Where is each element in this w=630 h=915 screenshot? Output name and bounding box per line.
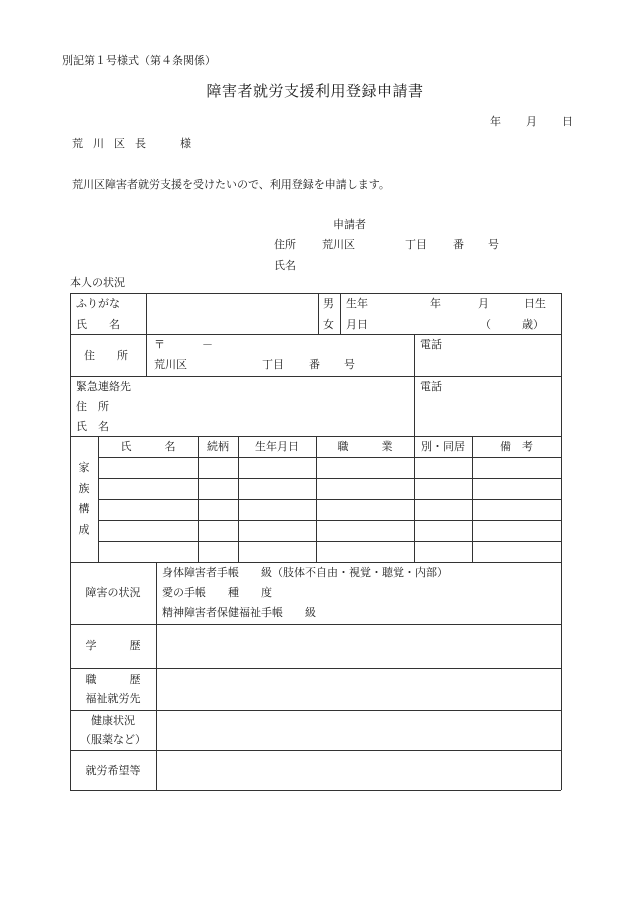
addressee-honorific: 様 xyxy=(180,137,191,150)
education-label: 学 歴 xyxy=(85,639,141,652)
dob-year-label: 年 xyxy=(430,297,441,310)
medication-label: （服薬など） xyxy=(80,733,146,746)
health-label: 健康状況 xyxy=(91,714,135,727)
dob-month-label: 月 xyxy=(478,297,489,310)
family-header-occupation: 職 業 xyxy=(337,440,393,453)
dob-label-2: 月日 xyxy=(346,318,368,331)
sex-male-label: 男 xyxy=(323,297,334,310)
disability-line-mental: 精神障害者保健福祉手帳 級 xyxy=(162,606,316,619)
postal-mark: 〒 xyxy=(154,338,165,351)
dob-label-1: 生年 xyxy=(346,297,368,310)
postal-dash: － xyxy=(202,338,213,351)
applicant-address-label: 住所 xyxy=(274,238,296,251)
application-statement: 荒川区障害者就労支援を受けたいので、利用登録を申請します。 xyxy=(72,178,390,191)
family-label: 家族構成 xyxy=(78,461,90,536)
family-header-dob: 生年月日 xyxy=(255,440,299,453)
date-day-label: 日 xyxy=(562,115,573,128)
date-month-label: 月 xyxy=(526,115,537,128)
emergency-phone-label: 電話 xyxy=(420,380,442,393)
emergency-name-label: 氏 名 xyxy=(76,420,109,433)
address-phone-label: 電話 xyxy=(420,338,442,351)
emergency-contact-label: 緊急連絡先 xyxy=(76,380,131,393)
name-label: 氏 名 xyxy=(76,318,120,331)
form-number: 別記第１号様式（第４条関係） xyxy=(62,54,216,67)
work-history-label: 職 歴 xyxy=(85,673,141,686)
disability-line-physical: 身体障害者手帳 級（肢体不自由・視覚・聴覚・内部） xyxy=(162,566,448,579)
dob-born-label: 日生 xyxy=(524,297,546,310)
address-go: 号 xyxy=(344,358,355,371)
applicant-name-label: 氏名 xyxy=(274,259,296,272)
applicant-chome: 丁目 xyxy=(405,238,427,251)
furigana-label: ふりがな xyxy=(76,297,120,310)
sex-female-label: 女 xyxy=(323,318,334,331)
applicant-address-ward: 荒川区 xyxy=(322,238,355,251)
family-header-remarks: 備 考 xyxy=(500,440,533,453)
welfare-work-label: 福祉就労先 xyxy=(85,692,141,705)
applicant-go: 号 xyxy=(488,238,499,251)
applicant-ban: 番 xyxy=(453,238,464,251)
applicant-label: 申請者 xyxy=(333,218,366,231)
address-label: 住 所 xyxy=(84,349,128,362)
addressee-name: 荒川区長 xyxy=(72,137,156,150)
document-title: 障害者就労支援利用登録申請書 xyxy=(206,82,424,100)
family-header-relation: 続柄 xyxy=(207,440,229,453)
disability-line-ai-techo: 愛の手帳 種 度 xyxy=(162,586,272,599)
address-chome: 丁目 xyxy=(262,358,284,371)
address-ban: 番 xyxy=(309,358,320,371)
employment-wishes-label: 就労希望等 xyxy=(85,764,141,777)
disability-label: 障害の状況 xyxy=(85,586,141,599)
family-header-name: 氏 名 xyxy=(120,440,176,453)
family-header-residence: 別・同居 xyxy=(421,440,465,453)
date-year-label: 年 xyxy=(490,115,501,128)
age-open-label: （ xyxy=(480,318,491,331)
age-close-label: 歳） xyxy=(522,318,544,331)
emergency-address-label: 住 所 xyxy=(76,400,109,413)
address-ward: 荒川区 xyxy=(154,358,187,371)
section-title: 本人の状況 xyxy=(70,276,125,289)
